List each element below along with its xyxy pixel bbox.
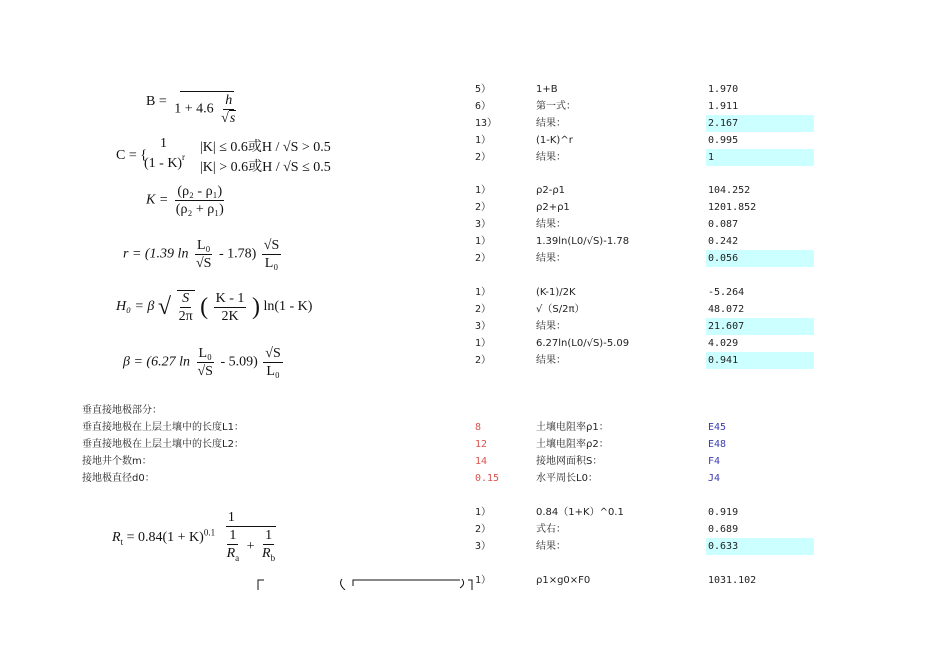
calc-row-step[interactable]: 6）: [475, 101, 492, 112]
calc-row-value[interactable]: 2.167: [706, 115, 814, 132]
calc-row-value[interactable]: 0.087: [708, 219, 739, 230]
param-desc: 水平周长L0：: [536, 473, 598, 484]
calc-row-2-step[interactable]: 1）: [475, 575, 492, 586]
calc-row-desc[interactable]: 结果：: [536, 118, 566, 129]
calc-row-step[interactable]: 1）: [475, 287, 492, 298]
calc-row-desc[interactable]: 结果：: [536, 253, 566, 264]
formula-beta-frac1-num: L₀: [198, 346, 212, 361]
formula-c-row2-sup: r: [182, 152, 185, 162]
formula-h0-lhs: H₀ = β: [116, 299, 155, 315]
param-cell-ref[interactable]: J4: [708, 473, 721, 484]
formula-rt-lhs-sub: t: [120, 536, 124, 547]
formula-rt-d2-sub: b: [270, 552, 276, 563]
formula-next-partial: [250, 576, 480, 590]
calc-row-2-step[interactable]: 2）: [475, 524, 492, 535]
label-diameter: 接地极直径d0：: [82, 473, 155, 484]
calc-row-value[interactable]: 48.072: [708, 304, 745, 315]
calc-row-desc[interactable]: 6.27ln(L0/√S)-5.09: [536, 338, 630, 349]
calc-row-2-step[interactable]: 1）: [475, 507, 492, 518]
calc-row-value[interactable]: 1: [706, 149, 814, 166]
calc-row-value[interactable]: 104.252: [708, 185, 751, 196]
param-value[interactable]: 0.15: [475, 473, 500, 484]
formula-h0-sqrt-den: 2π: [178, 309, 193, 324]
formula-r-frac2-den: L₀: [264, 256, 279, 271]
calc-row-value[interactable]: -5.264: [708, 287, 745, 298]
formula-r-frac2-num: √S: [263, 238, 280, 253]
formula-c-row2-cond: |K| > 0.6或H / √S ≤ 0.5: [200, 160, 331, 175]
formula-beta-frac2-num: √S: [265, 346, 281, 361]
calc-row-desc[interactable]: 第一式：: [536, 101, 576, 112]
calc-row-value[interactable]: 4.029: [708, 338, 739, 349]
calc-row-desc[interactable]: 1.39ln(L0/√S)-1.78: [536, 236, 630, 247]
calc-row-desc[interactable]: (1-K)^r: [536, 135, 573, 146]
param-desc: 接地网面积S：: [536, 456, 603, 467]
param-value[interactable]: 14: [475, 456, 488, 467]
formula-k: [146, 184, 228, 217]
calc-row-2-desc[interactable]: 结果：: [536, 541, 566, 552]
formula-beta: [123, 346, 285, 379]
calc-row-step[interactable]: 2）: [475, 355, 492, 366]
label-well-count: 接地井个数m：: [82, 456, 152, 467]
calc-row-step[interactable]: 1）: [475, 236, 492, 247]
formula-r-lhs: r = (1.39 ln: [123, 246, 189, 262]
calc-row-step[interactable]: 3）: [475, 219, 492, 230]
formula-rt: [112, 510, 283, 566]
formula-rt-d2-num: 1: [265, 528, 273, 543]
calc-row-2-value[interactable]: 0.919: [708, 507, 739, 518]
calc-row-value[interactable]: 21.607: [706, 318, 814, 335]
formula-k-lhs: K =: [146, 192, 169, 208]
formula-beta-frac2-den: L₀: [266, 364, 280, 379]
formula-c-row2-val: (1 - K): [144, 156, 183, 171]
formula-r: [123, 238, 283, 271]
formula-b-den-coef: 1 + 4.6: [174, 101, 214, 117]
formula-rt-d1-num: 1: [229, 528, 237, 543]
formula-b-lhs: B =: [146, 94, 167, 110]
calc-row-desc[interactable]: 结果：: [536, 152, 566, 163]
formula-c-lhs: C = {: [116, 148, 147, 163]
calc-row-value[interactable]: 0.941: [706, 352, 814, 369]
calc-row-step[interactable]: 2）: [475, 253, 492, 264]
calc-row-step[interactable]: 13）: [475, 118, 498, 129]
calc-row-step[interactable]: 1）: [475, 338, 492, 349]
calc-row-desc[interactable]: ρ2+ρ1: [536, 202, 570, 213]
formula-h0-paren-num: K - 1: [215, 290, 245, 306]
formula-h0-sqrt-num: S: [182, 291, 190, 306]
calc-row-desc[interactable]: 结果：: [536, 321, 566, 332]
calc-row-step[interactable]: 1）: [475, 185, 492, 196]
calc-row-step[interactable]: 2）: [475, 304, 492, 315]
calc-row-2-desc[interactable]: 0.84（1+K）^0.1: [536, 507, 624, 518]
calc-row-step[interactable]: 2）: [475, 152, 492, 163]
param-desc: 土壤电阻率ρ1：: [536, 422, 609, 433]
calc-row-2-desc[interactable]: ρ1×g0×F0: [536, 575, 591, 586]
formula-rt-lhs: R: [112, 530, 121, 546]
calc-row-2-step[interactable]: 3）: [475, 541, 492, 552]
formula-c: [116, 134, 356, 176]
calc-row-desc[interactable]: 结果：: [536, 355, 566, 366]
calc-row-2-value[interactable]: 0.633: [706, 538, 814, 555]
calc-row-2-value[interactable]: 0.689: [708, 524, 739, 535]
formula-c-row1-cond: |K| ≤ 0.6或H / √S > 0.5: [200, 140, 331, 155]
param-cell-ref[interactable]: E48: [708, 439, 727, 450]
formula-b: B = 1 + 4.6 $\frac{h}{√s}$: [146, 78, 244, 126]
calc-row-step[interactable]: 1）: [475, 135, 492, 146]
calc-row-value[interactable]: 0.056: [706, 250, 814, 267]
formula-rt-d1-den: R: [226, 546, 236, 561]
calc-row-step[interactable]: 5）: [475, 84, 492, 95]
param-value[interactable]: 12: [475, 439, 488, 450]
calc-row-desc[interactable]: ρ2-ρ1: [536, 185, 566, 196]
calc-row-2-value[interactable]: 1031.102: [708, 575, 757, 586]
formula-h0: H₀ = β √ $\frac{S}{2\pi}$ ( $\frac{K - 1}{2K}$ ) ln(1 - K): [116, 290, 313, 324]
calc-row-desc[interactable]: 1+B: [536, 84, 558, 95]
formula-beta-mid: - 5.09): [220, 354, 258, 370]
formula-h0-paren-den: 2K: [221, 308, 239, 324]
section-label-vertical-electrode: 垂直接地极部分：: [82, 405, 162, 416]
formula-beta-lhs: β = (6.27 ln: [123, 354, 190, 370]
formula-c-row1-val: 1: [160, 136, 167, 151]
formula-beta-frac1-den: √S: [197, 364, 213, 379]
calc-row-desc[interactable]: 结果：: [536, 219, 566, 230]
calc-row-value[interactable]: 1.970: [708, 84, 739, 95]
param-value[interactable]: 8: [475, 422, 482, 433]
formula-rt-d2-den: R: [262, 546, 271, 561]
formula-r-frac1-den: √S: [195, 256, 212, 271]
formula-rt-d1-sub: a: [235, 552, 240, 563]
formula-k-num: (ρ₂ - ρ₁): [177, 184, 223, 199]
label-length-l2: 垂直接地极在上层土壤中的长度L2：: [82, 439, 244, 450]
calc-row-step[interactable]: 3）: [475, 321, 492, 332]
label-length-l1: 垂直接地极在上层土壤中的长度L1：: [82, 422, 244, 433]
calc-row-value[interactable]: 0.242: [708, 236, 739, 247]
calc-row-step[interactable]: 2）: [475, 202, 492, 213]
calc-row-desc[interactable]: (K-1)/2K: [536, 287, 576, 298]
calc-row-value[interactable]: 0.995: [708, 135, 739, 146]
calc-row-desc[interactable]: √（S/2π）: [536, 304, 585, 315]
param-cell-ref[interactable]: F4: [708, 456, 721, 467]
formula-r-frac1-num: L₀: [196, 238, 211, 253]
formula-r-mid: - 1.78): [218, 246, 257, 262]
formula-b-h: h: [225, 93, 233, 108]
formula-rt-eq: = 0.84(1 + K): [126, 530, 204, 546]
formula-k-den: (ρ₂ + ρ₁): [175, 202, 224, 217]
formula-b-s: s: [229, 111, 236, 126]
param-cell-ref[interactable]: E45: [708, 422, 727, 433]
formula-rt-plus: +: [246, 539, 255, 555]
calc-row-value[interactable]: 1201.852: [708, 202, 757, 213]
formula-rt-exp: 0.1: [203, 527, 216, 538]
formula-h0-tail: ln(1 - K): [263, 299, 313, 315]
formula-rt-num: 1: [226, 510, 276, 527]
calc-row-2-desc[interactable]: 式右：: [536, 524, 566, 535]
calc-row-value[interactable]: 1.911: [708, 101, 739, 112]
param-desc: 土壤电阻率ρ2：: [536, 439, 609, 450]
